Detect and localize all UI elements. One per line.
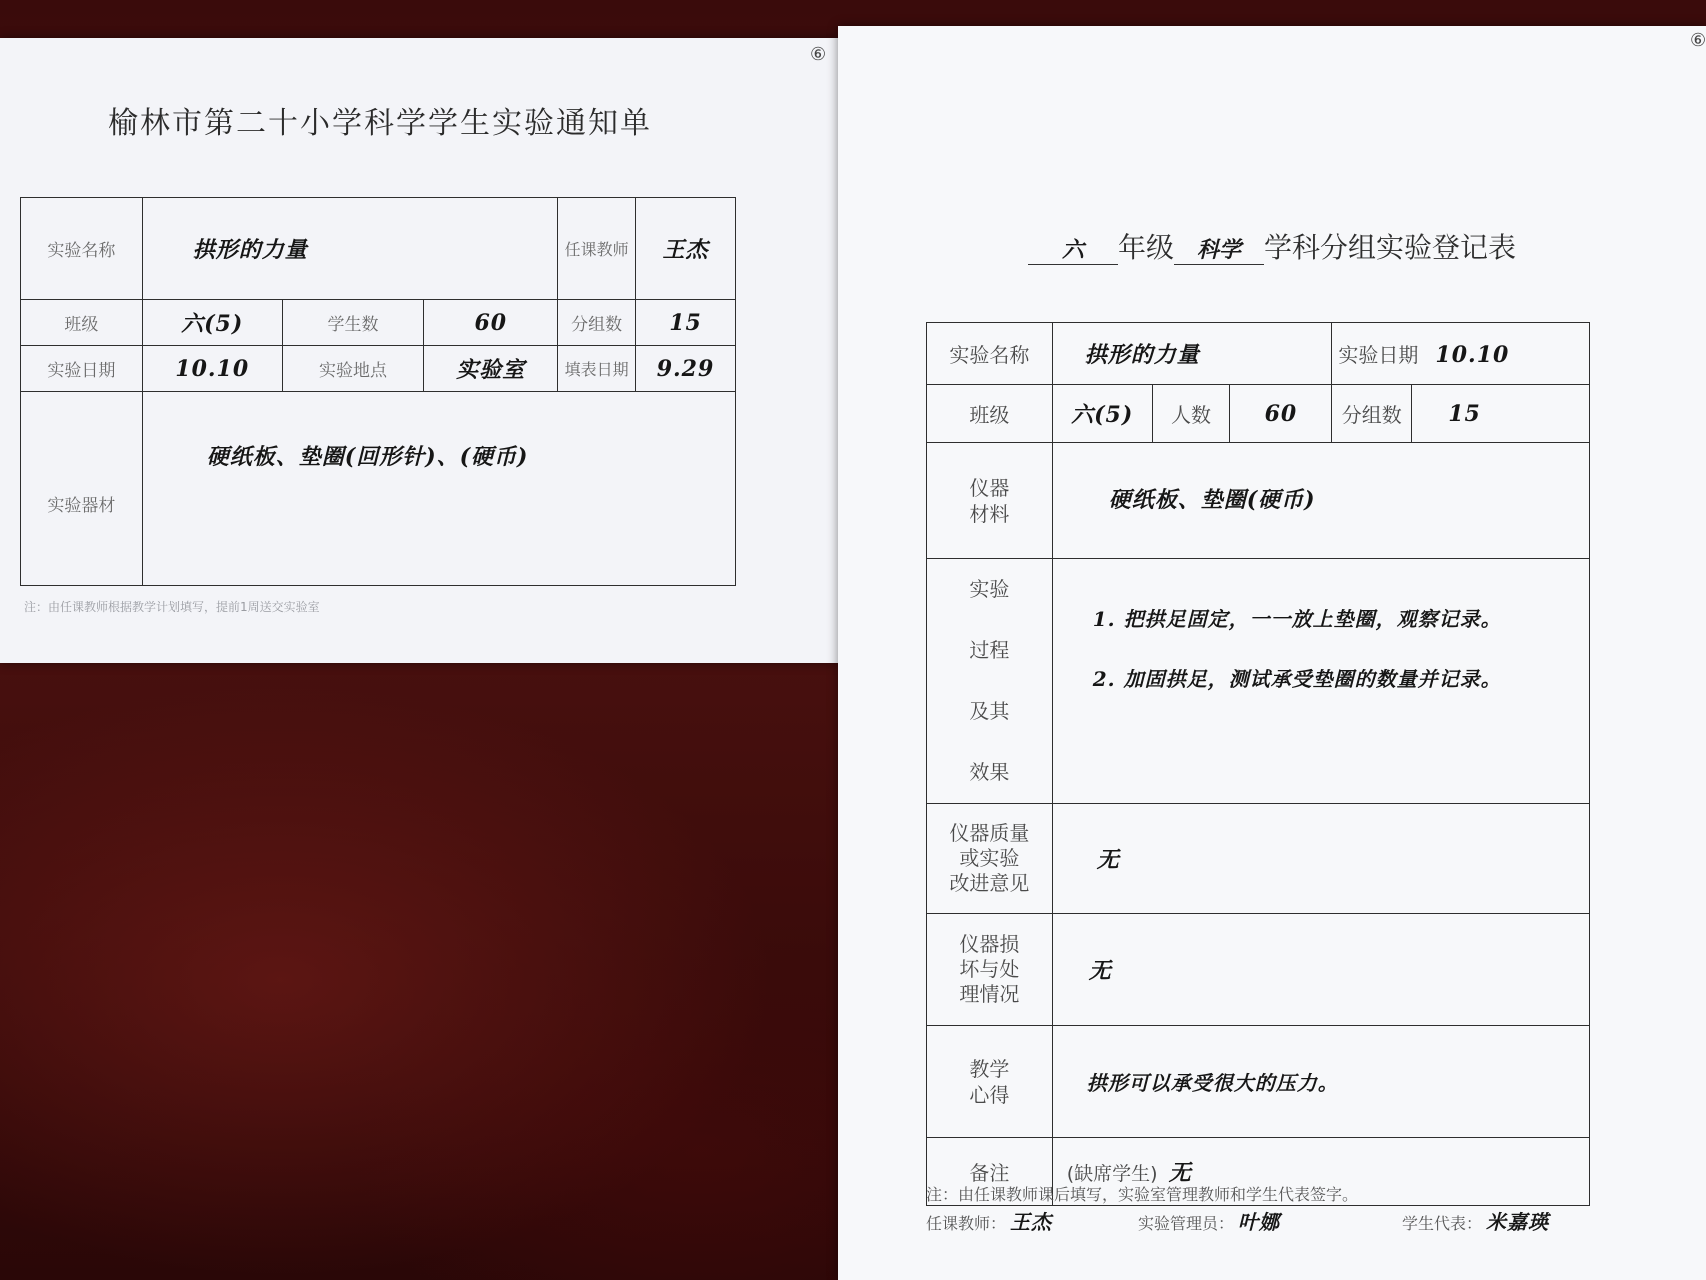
materials-label-line-2: 材料 (969, 501, 1010, 526)
groups-value: 15 (669, 309, 702, 336)
experiment-name-value: 拱形的力量 (192, 237, 308, 263)
fill-date-value: 9.29 (656, 355, 715, 382)
page-number-mark: ⑥ (810, 44, 827, 65)
teacher-value: 王杰 (662, 237, 709, 263)
notification-title: 榆林市第二十小学科学学生实验通知单 (108, 106, 652, 141)
grade-label: 年级 (1117, 231, 1174, 264)
teacher-label: 任课教师 (558, 198, 636, 300)
notification-table (20, 197, 736, 586)
experiment-name-label: 实验名称 (21, 198, 143, 300)
equipment-label: 实验器材 (21, 392, 143, 586)
student-signature-label: 学生代表： (1402, 1214, 1483, 1233)
title-rest: 学科分组实验登记表 (1264, 231, 1517, 264)
admin-signature (1138, 1206, 1280, 1235)
grade-value: 六 (1028, 233, 1118, 265)
materials-value: 硬纸板、垫圈(硬币) (1108, 487, 1316, 513)
page-number-mark: ⑥ (1690, 30, 1706, 51)
quality-value: 无 (1096, 847, 1120, 873)
equipment-value: 硬纸板、垫圈(回形针)、(硬币) (206, 444, 529, 470)
registration-table (926, 322, 1590, 1206)
damage-label-line-3: 理情况 (959, 982, 1020, 1006)
place-value: 实验室 (456, 357, 526, 383)
date-value: 10.10 (175, 355, 250, 382)
quality-label-line-2: 或实验 (959, 846, 1020, 870)
class-value: 六(5) (181, 311, 244, 337)
student-signature (1402, 1206, 1549, 1235)
remark-prefix: (缺席学生) (1066, 1163, 1158, 1185)
registration-title (838, 226, 1706, 266)
experiment-name-label: 实验名称 (927, 323, 1053, 385)
process-step-1: 1. 把拱足固定，一一放上垫圈，观察记录。 (1092, 607, 1502, 631)
registration-sheet (838, 26, 1706, 1280)
notification-footnote: 注：由任课教师根据教学计划填写，提前1周送交实验室 (24, 600, 320, 614)
damage-label-line-2: 坏与处 (959, 957, 1020, 981)
groups-label: 分组数 (558, 300, 636, 346)
experiment-name-value: 拱形的力量 (1084, 342, 1200, 368)
remark-label: 备注 (927, 1138, 1053, 1206)
process-label-line-3: 及其 (969, 699, 1010, 723)
date-label: 实验日期 (21, 346, 143, 392)
damage-label-line-1: 仪器损 (959, 932, 1020, 956)
subject-value: 科学 (1174, 233, 1264, 265)
insight-label-line-2: 心得 (969, 1082, 1010, 1107)
fill-date-label: 填表日期 (558, 346, 636, 392)
damage-value: 无 (1088, 958, 1112, 984)
insight-label-line-1: 教学 (969, 1056, 1010, 1081)
admin-signature-label: 实验管理员： (1138, 1214, 1235, 1233)
process-label-line-2: 过程 (969, 638, 1010, 662)
people-label: 人数 (1152, 385, 1230, 443)
student-signature-value: 米嘉瑛 (1486, 1210, 1550, 1234)
people-value: 60 (1264, 400, 1298, 427)
quality-label-line-1: 仪器质量 (949, 821, 1030, 845)
class-value: 六(5) (1071, 402, 1134, 428)
teacher-signature-label: 任课教师： (926, 1214, 1007, 1233)
teacher-signature (926, 1206, 1052, 1235)
registration-footnote: 注：由任课教师课后填写，实验室管理教师和学生代表签字。 (926, 1185, 1359, 1204)
students-label: 学生数 (282, 300, 424, 346)
admin-signature-value: 叶娜 (1238, 1210, 1281, 1234)
materials-label-line-1: 仪器 (969, 475, 1010, 500)
groups-label: 分组数 (1332, 385, 1412, 443)
students-value: 60 (474, 309, 508, 336)
teacher-signature-value: 王杰 (1010, 1210, 1053, 1234)
insight-value: 拱形可以承受很大的压力。 (1086, 1071, 1339, 1095)
process-label-line-1: 实验 (969, 577, 1010, 601)
class-label: 班级 (927, 385, 1053, 443)
quality-label-line-3: 改进意见 (949, 871, 1030, 895)
remark-value: 无 (1168, 1160, 1192, 1186)
process-step-2: 2. 加固拱足，测试承受垫圈的数量并记录。 (1092, 667, 1502, 691)
experiment-date-value: 10.10 (1435, 342, 1510, 368)
groups-value: 15 (1448, 400, 1481, 427)
place-label: 实验地点 (282, 346, 424, 392)
process-label-line-4: 效果 (969, 760, 1010, 784)
class-label: 班级 (21, 300, 143, 346)
experiment-date-label: 实验日期 (1338, 343, 1419, 367)
